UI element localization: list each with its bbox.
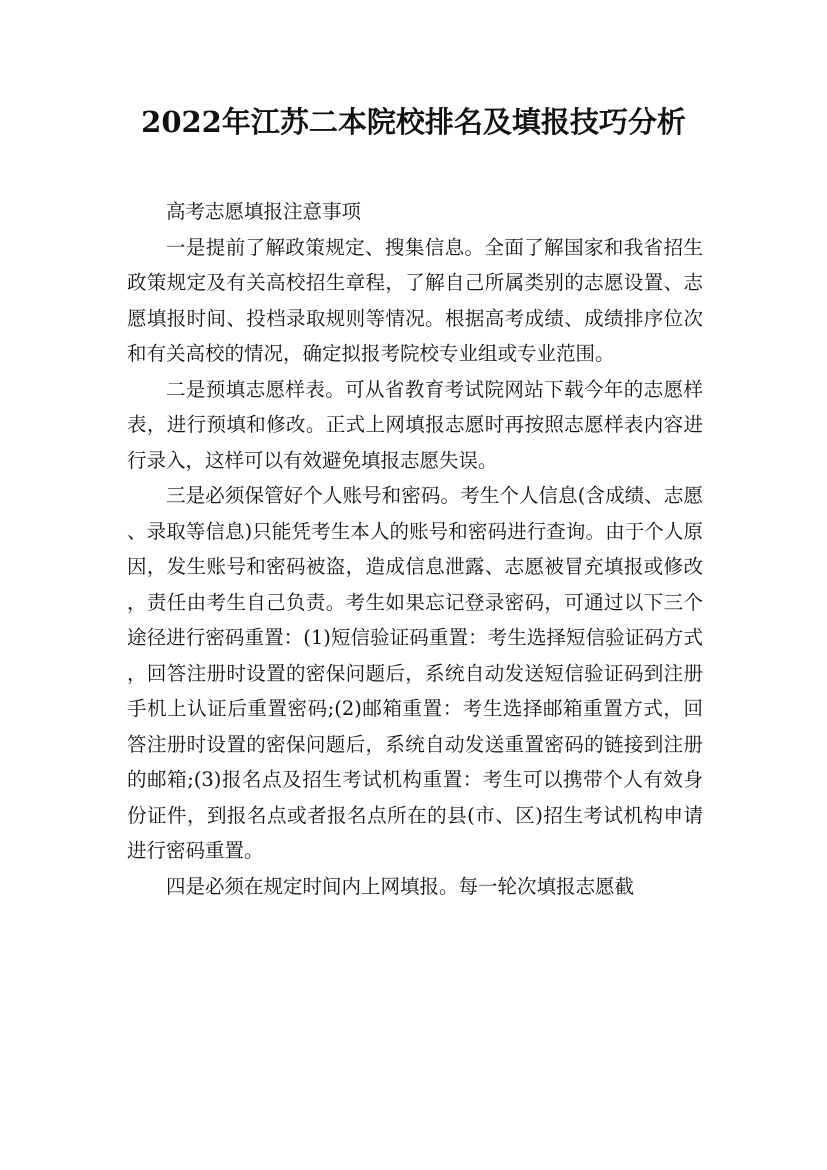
document-title: 2022年江苏二本院校排名及填报技巧分析 bbox=[141, 105, 686, 139]
paragraph-sample-form: 二是预填志愿样表。可从省教育考试院网站下载今年的志愿样表，进行预填和修改。正式上网填报志愿时再按照志愿样表内容进行录入，这样可以有效避免填报志愿失误。 bbox=[127, 377, 703, 472]
paragraph-account-password: 三是必须保管好个人账号和密码。考生个人信息(含成绩、志愿、录取等信息)只能凭考生本人的账号和密码进行查询。由于个人原因，发生账号和密码被盗，造成信息泄露、志愿被冒充填报或修改，责任由考生自己负责。考生如果忘记登录密码，可通过以下三个途径进行密码重置：(1)短信验证码重置：考生选择短信验证码方式，回答注册时设置的密保问题后，系统自动发送短信验证码到注册手机上认证后重置密码;(2)邮箱重置：考生选择邮箱重置方式，回答注册时设置的密保问题后，系统自动发送重置密码的链接到注册的邮箱;(3)报名点及招生考试机构重置：考生可以携带个人有效身份证件，到报名点或者报名点所在的县(市、区)招生考试机构申请进行密码重置。 bbox=[127, 484, 703, 862]
paragraph-deadline: 四是必须在规定时间内上网填报。每一轮次填报志愿截 bbox=[166, 874, 635, 898]
document-body bbox=[127, 194, 703, 904]
paragraph-policy-info: 一是提前了解政策规定、搜集信息。全面了解国家和我省招生政策规定及有关高校招生章程，了解自己所属类别的志愿设置、志愿填报时间、投档录取规则等情况。根据高考成绩、成绩排序位次和有关高校的情况，确定拟报考院校专业组或专业范围。 bbox=[127, 235, 703, 365]
paragraph-section-heading: 高考志愿填报注意事项 bbox=[166, 200, 362, 223]
